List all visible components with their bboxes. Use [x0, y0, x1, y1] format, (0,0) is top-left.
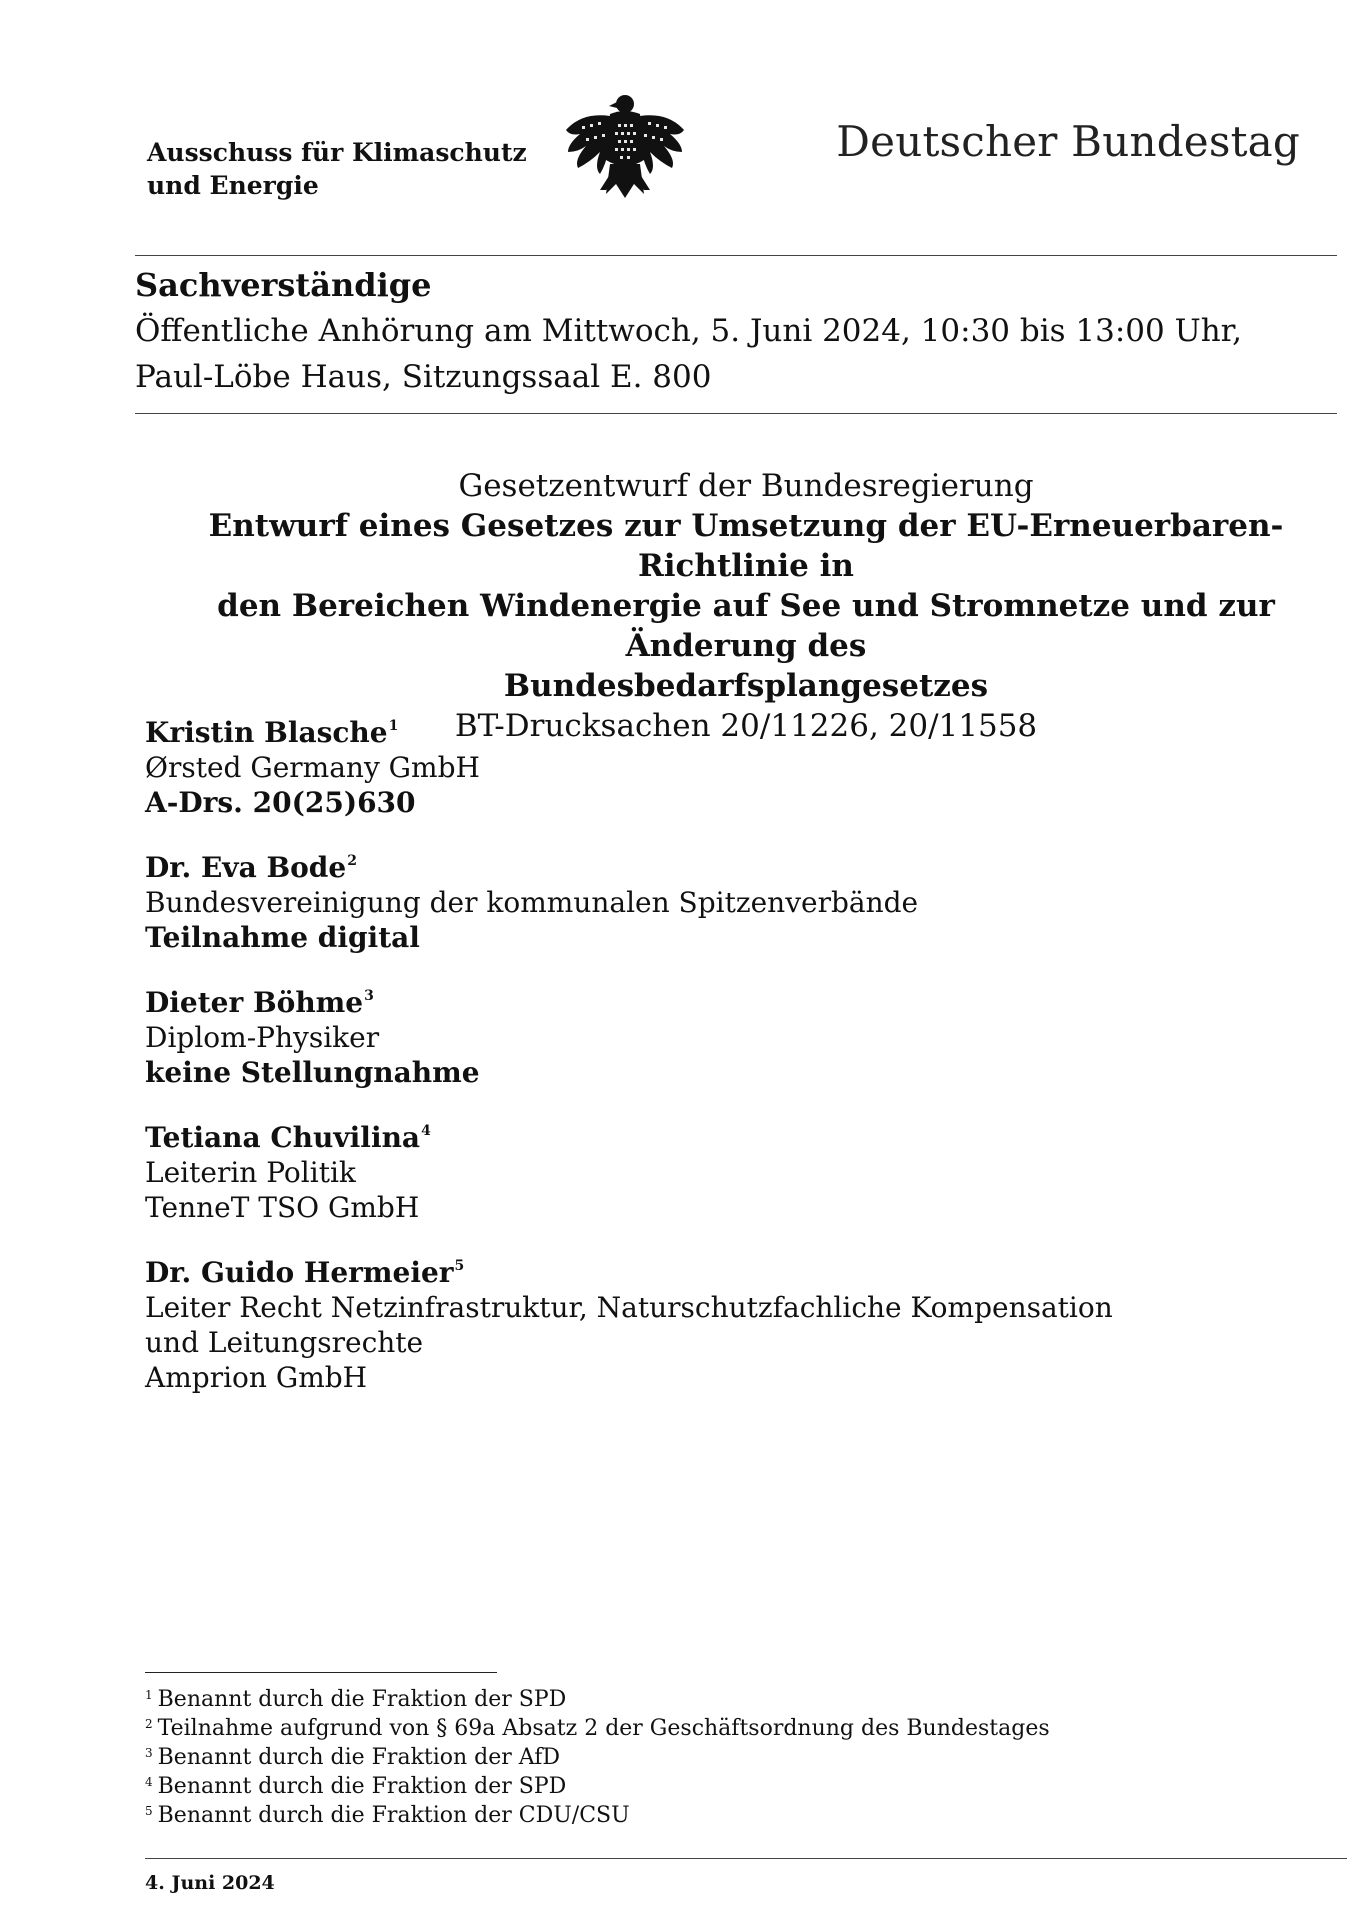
footnote-ref: 4	[421, 1123, 431, 1140]
expert-organization: TenneT TSO GmbH	[145, 1191, 420, 1224]
expert-entry	[145, 850, 1295, 955]
footnote-text: Benannt durch die Fraktion der AfD	[157, 1745, 561, 1770]
section-heading: Sachverständige	[135, 266, 432, 304]
expert-position: Leiter Recht Netzinfrastruktur, Naturschutzfachliche Kompensation	[145, 1291, 1113, 1324]
footnote-number: 5	[145, 1803, 153, 1818]
expert-position-cont: und Leitungsrechte	[145, 1326, 424, 1359]
expert-name: Dieter Böhme	[145, 986, 364, 1019]
expert-statement-status: keine Stellungnahme	[145, 1056, 480, 1089]
footnote	[145, 1801, 1050, 1830]
footnote-ref: 5	[454, 1258, 465, 1275]
header-divider	[135, 413, 1337, 414]
footer-divider	[145, 1858, 1347, 1859]
bill-title-line-2: den Bereichen Windenergie auf See und Stromnetze und zur Änderung des	[217, 588, 1275, 664]
bill-title-line-1: Entwurf eines Gesetzes zur Umsetzung der EU-Erneuerbaren-Richtlinie in	[208, 508, 1284, 584]
expert-organization: Bundesvereinigung der kommunalen Spitzenverbände	[145, 886, 919, 919]
top-divider	[135, 255, 1337, 256]
footnote	[145, 1772, 1050, 1801]
expert-entry	[145, 1120, 1295, 1225]
expert-organization: Ørsted Germany GmbH	[145, 751, 480, 784]
expert-position: Leiterin Politik	[145, 1156, 356, 1189]
hearing-location-line: Paul-Löbe Haus, Sitzungssaal E. 800	[135, 359, 712, 395]
footnote-divider	[145, 1672, 497, 1673]
expert-profession: Diplom-Physiker	[145, 1021, 380, 1054]
footnote-ref: 2	[347, 853, 357, 870]
expert-entry	[145, 1255, 1295, 1395]
footnote-text: Benannt durch die Fraktion der SPD	[157, 1774, 567, 1799]
expert-document-ref: A-Drs. 20(25)630	[145, 786, 416, 819]
expert-list	[145, 715, 1295, 1425]
footnote-text: Benannt durch die Fraktion der SPD	[157, 1687, 567, 1712]
expert-entry	[145, 715, 1295, 820]
footnote-ref: 1	[388, 718, 399, 735]
footnote-number: 1	[145, 1687, 153, 1702]
expert-entry	[145, 985, 1295, 1090]
organization-name: Deutscher Bundestag	[836, 117, 1300, 166]
committee-line-2: und Energie	[147, 171, 319, 200]
expert-participation: Teilnahme digital	[145, 921, 420, 954]
expert-name: Dr. Eva Bode	[145, 851, 347, 884]
document-date: 4. Juni 2024	[145, 1872, 275, 1894]
footnote-text: Benannt durch die Fraktion der CDU/CSU	[157, 1803, 630, 1828]
footnote-list	[145, 1685, 1050, 1830]
hearing-date-line: Öffentliche Anhörung am Mittwoch, 5. Juni 2024, 10:30 bis 13:00 Uhr,	[135, 313, 1242, 349]
footnote	[145, 1743, 1050, 1772]
committee-line-1: Ausschuss für Klimaschutz	[147, 138, 527, 167]
expert-organization: Amprion GmbH	[145, 1361, 368, 1394]
expert-name: Kristin Blasche	[145, 716, 388, 749]
footnote-number: 2	[145, 1716, 153, 1731]
bill-subtitle: Gesetzentwurf der Bundesregierung	[458, 468, 1034, 504]
bill-drucksachen: BT-Drucksachen 20/11226, 20/11558	[454, 708, 1038, 744]
footnote-ref: 3	[364, 988, 374, 1005]
bill-block	[135, 466, 1357, 746]
bill-title-line-3: Bundesbedarfsplangesetzes	[503, 668, 989, 704]
footnote-number: 3	[145, 1745, 153, 1760]
expert-name: Dr. Guido Hermeier	[145, 1256, 454, 1289]
footnote-text: Teilnahme aufgrund von § 69a Absatz 2 der Geschäftsordnung des Bundestages	[157, 1716, 1050, 1741]
committee-name	[147, 136, 527, 202]
expert-name: Tetiana Chuvilina	[145, 1121, 421, 1154]
footnote-number: 4	[145, 1774, 153, 1789]
footnote	[145, 1685, 1050, 1714]
footnote	[145, 1714, 1050, 1743]
federal-eagle-icon	[560, 90, 690, 204]
